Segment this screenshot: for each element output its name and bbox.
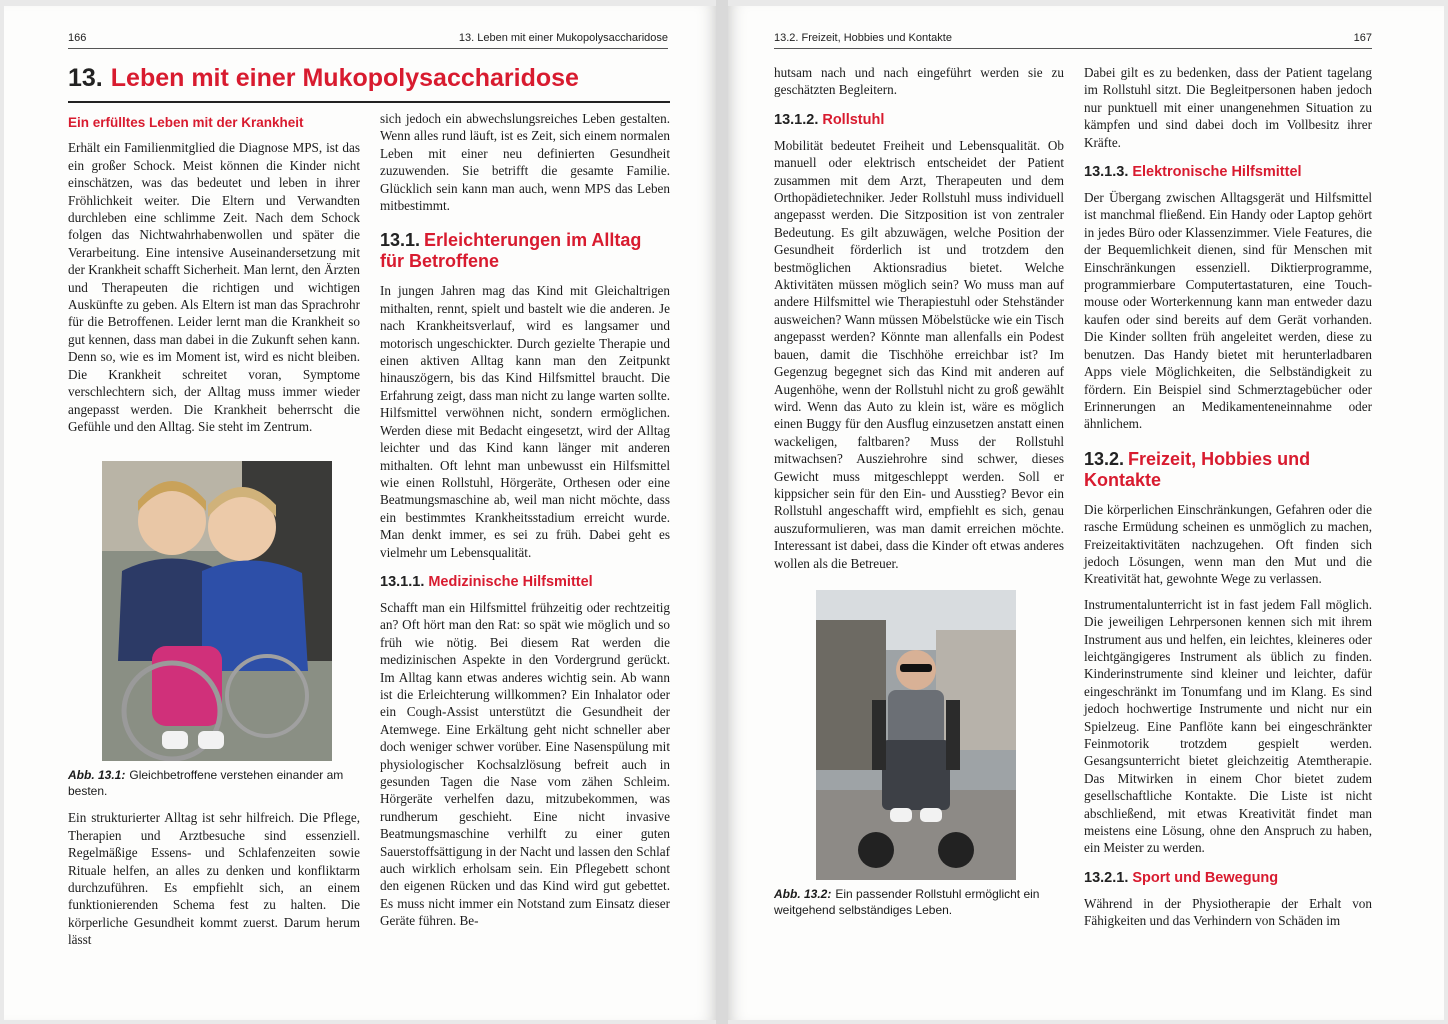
section-13-1-2-paragraph: Mobilität bedeutet Freiheit und Lebensqualität. Ob manuell oder elektrisch entscheidet der Patient zusammen mit dem Arzt, Therapeuten und dem Orthopädietechniker. Jeder Rollstuhl muss individuell angepasst werden. Die Sitzposition ist von zentraler Bedeutung. Es gilt abzuwägen, welche Position der Gesundheit förderlich ist und trotzdem den bestmöglichen Aktionsradius bietet. Welche Aktivitäten müssen möglich sein? Wo muss man auf andere Hilfsmittel wie Therapiestuhl oder Stehständer ausweichen? Wann müssen Möbelstücke wie ein Tisch angepasst werden? Könnte man allenfalls ein Podest bauen, damit die Tischhöhe erreichbar ist? Im Gegenzug begegnet sich das Kind mit anderen auf Augenhöhe, wenn der Rollstuhl nicht zu groß gewählt wird. Wenn das Auto zu klein ist, wäre es möglich einen Buggy für den Ausflug einzusetzen anstatt einen wackeligen, faltbaren? Muss der Rollstuhl mitwachsen? Ausziehrohre sind schwer, dieses Gewicht muss mitgeschleppt werden. Soll er kippsicher sein für den Ein- und Ausstieg? Bevor ein Rollstuhl angeschafft wird, empfiehlt es sich, genau auszuformulieren, was man damit erreichen möchte. Interessant ist dabei, dass die Kinder oft etwas anderes wollen als die Betreuer.: [774, 137, 1064, 571]
right-page: [728, 6, 1444, 1020]
col2-first-paragraph: sich jedoch ein abwechslungsreiches Leben gestalten. Wenn alles rund läuft, ist es Zeit, sich einem normalen Leben mit einer neu definierten Gesundheit zuzuwenden. Sie betrifft die gesamte Familie. Glücklich sein kann man auch, wenn MPS das Leben mitbestimmt.: [380, 111, 670, 214]
figure-13-1-caption: [68, 767, 360, 799]
intro-paragraph: Erhält ein Familienmitglied die Diagnose MPS, ist das ein großer Schock. Meist können die Kinder nicht einschätzen, was das bedeutet und leben in ihrer Fröhlichkeit weiter. Die Eltern und Verwandten durchleben eine schlimme Zeit. Nach dem Schock folgen das Nichtwahrhabenwollen und später die Verarbeitung. Eine intensive Auseinandersetzung mit der Krankheit schafft Sicherheit. Man lernt, den Ärzten und Therapeuten die richtigen und wichtigen Auskünfte zu geben. Als Eltern ist man das Sprachrohr für die Betroffenen. Leider lernt man die Krankheit so gut kennen, dass man dabei in die Zukunft sehen kann. Denn so, wie es im Moment ist, wird es nicht bleiben. Die Krankheit schreitet voran, Symptome verschlechtern sich, der Alltag muss immer wieder angepasst werden. Die Krankheit beherrscht die Gefühle und den Alltag. Sie steht im Zentrum.: [68, 140, 360, 434]
figure-13-2-photo: [816, 590, 1016, 880]
page-number: 167: [1353, 32, 1372, 44]
section-13-1-2-heading: 13.1.2. Rollstuhl: [774, 111, 885, 128]
left-column-2: [380, 110, 670, 938]
section-13-1-3-heading: 13.1.3. Elektronische Hilfsmittel: [1084, 164, 1302, 181]
section-13-2-paragraph-1: Die körperlichen Einschränkungen, Gefahren oder die rasche Ermüdung scheinen es unmöglich zu machen, Freizeitaktivitäten nachzugehen. Oft finden sich jedoch Lösungen, wenn man den Mut und die Kreativität hat, gewohnte Wege zu verlassen.: [1084, 501, 1372, 587]
figure-13-2-caption: [774, 886, 1064, 918]
page-number: 166: [68, 32, 87, 44]
left-column-1: [68, 110, 360, 957]
book-gutter: [716, 0, 728, 1024]
section-13-1-1-heading: 13.1.1. Medizinische Hilfsmittel: [380, 573, 593, 590]
section-13-1-3-paragraph: Der Übergang zwischen Alltagsgerät und Hilfsmittel ist manchmal fließend. Ein Handy oder Laptop gehört in jedes Büro oder Klassenzimmer. Viele Features, die der Bequemlichkeit dienen, sind für Menschen mit Einschränkungen essenziell. Diktierprogramme, programmierbare Computertastaturen, eine Touch-mouse oder Worterkennung kann man entweder dazu kaufen oder sind bereits auf dem Gerät vorhanden. Die Kinder sollten früh angeleitet werden, diese zu benutzen. Das Handy bietet mit herunterladbaren Apps viele Möglichkeiten, die Selbständigkeit zu fördern. Ein Beispiel sind Schmerztagebücher oder Erinnerungen an Medikamenteneinnahme oder ähnlichem.: [1084, 190, 1372, 432]
section-13-2-1-paragraph: Während in der Physiotherapie der Erhalt von Fähigkeiten und das Verhindern von Schäden im: [1084, 895, 1372, 929]
intro-heading: Ein erfülltes Leben mit der Krankheit: [68, 115, 304, 130]
running-title: 13. Leben mit einer Mukopolysaccharidose: [458, 32, 668, 44]
col1-first-paragraph: hutsam nach und nach eingeführt werden sie zu geschätzten Begleitern.: [774, 65, 1064, 98]
figure-13-1-text: Gleichbetroffene verstehen einander am besten.: [68, 768, 344, 799]
section-13-1-heading: 13.1. Erleichterungen im Alltag für Betroffene: [380, 230, 642, 272]
figure-13-2-text: Ein passender Rollstuhl ermöglicht ein weitgehend selbständiges Leben.: [774, 886, 1040, 917]
running-head-right: [774, 30, 1372, 49]
col2-first-paragraph: Dabei gilt es zu bedenken, dass der Patient tagelang im Rollstuhl sitzt. Die Begleitpersonen haben jedoch nur punktuell mit einer unangenehmen Situation zu kämpfen und sind dabei doch im Vollbesitz ihrer Kräfte.: [1084, 65, 1372, 150]
section-13-2-heading: 13.2. Freizeit, Hobbies und Kontakte: [1084, 448, 1311, 490]
section-13-2-1-heading: 13.2.1. Sport und Bewegung: [1084, 869, 1279, 886]
running-head-left: [68, 30, 668, 49]
chapter-title: Leben mit einer Mukopolysaccharidose: [110, 64, 579, 92]
right-column-1: [774, 64, 1064, 928]
section-13-2-paragraph-2: Instrumentalunterricht ist in fast jedem Fall möglich. Die jeweiligen Lehrpersonen kennen sich mit ihrem Instrument aus und helfen, ein leichtes, kleineres oder leichtgängigeres Instrument als üblich zu finden. Kinderinstrumente sind kleiner und leichter, dafür eingeschränkt im Tonumfang und im Klang. Es sind jedoch hochwertige Instrumente und nicht nur ein Spielzeug. Eine Panflöte kann bei eingeschränkter Feinmotorik trotzdem gespielt werden. Gesangsunterricht bietet gleichzeitig Atemtherapie. Das Mitwirken in einem Chor bietet zudem gesellschaftliche Kontakte. Die Liste ist nicht abschließend, mit etwas Kreativität findet man meistens eine Lösung, ohne den Anspruch zu haben, ein Meister zu werden.: [1084, 596, 1372, 856]
chapter-heading: [68, 64, 670, 103]
running-title: 13.2. Freizeit, Hobbies und Kontakte: [774, 32, 952, 44]
left-page: [4, 6, 716, 1020]
figure-13-1-label: Abb. 13.1:: [68, 768, 126, 783]
section-13-1-1-paragraph: Schafft man ein Hilfsmittel frühzeitig oder rechtzeitig an? Oft hört man den Rat: so spät wie möglich und so früh wie nötig. Bei diesem Rat werden die medizinischen Aspekte in den Vordergrund gerückt. Im Alltag kann etwas anderes wichtig sein. Ab wann ist die Erleichterung willkommen? Ein Inhalator oder ein Cough-Assist unterstützt die Gesundheit der Atemwege. Eine Erkältung geht nicht schneller aber doch weniger schwer vorüber. Eine Nasenspülung mit physiologischer Kochsalzlösung befreit auch in gesunden Tagen die Nase vom zähen Schleim. Hörgeräte verhelfen dazu, mitzubekommen, was rundherum geschieht. Eine nicht invasive Beatmungsmaschine verhilft zu einer guten Sauerstoffsättigung in der Nacht und lassen den Schlaf auch wirklich erholsam sein. Ein Pflegebett schont den eigenen Rücken und das Kind wird gut gebettet. Es muss nicht immer ein Notstand zum Einsatz dieser Geräte führen. Be-: [380, 599, 670, 929]
after-figure-paragraph: Ein strukturierter Alltag ist sehr hilfreich. Die Pflege, Therapien und Arztbesuche sind essenziell. Regelmäßige Essens- und Schlafenzeiten sowie Rituale helfen, an alles zu denken und konfliktarm durchzuführen. Es empfiehlt sich, an einem funktionierenden Schema fest zu halten. Die körperliche Gesundheit kommt zuerst. Darum herum lässt: [68, 810, 360, 948]
figure-13-2-label: Abb. 13.2:: [774, 886, 832, 901]
chapter-number: 13.: [68, 64, 103, 92]
right-column-2: [1084, 64, 1372, 938]
section-13-1-paragraph: In jungen Jahren mag das Kind mit Gleichaltrigen mithalten, rennt, spielt und bastelt wie die anderen. Je nach Krankheitsverlauf, wird es langsamer und motorisch ungeschickter. Durch gezielte Therapie und einen aktiven Alltag kann man den Zeitpunkt hinauszögern, bis das Kind Hilfsmittel braucht. Die Erfahrung zeigt, dass man nicht zu lange warten sollte. Hilfsmittel verwöhnen nicht, sondern ermöglichen. Werden diese mit Bedacht eingesetzt, wird der Alltag leichter und das Kind kann länger mit anderen mithalten. Oft lehnt man unbewusst ein Hilfsmittel wie einen Rollstuhl, Hörgeräte, Orthesen oder eine Beatmungsmaschine ab, weil man nicht möchte, dass ein bestimmtes Krankheitsstadium erreicht wurde. Man denkt immer, es sei zu früh. Dabei geht es vielmehr um Lebensqualität.: [380, 283, 670, 560]
figure-13-1-photo: [102, 461, 332, 761]
